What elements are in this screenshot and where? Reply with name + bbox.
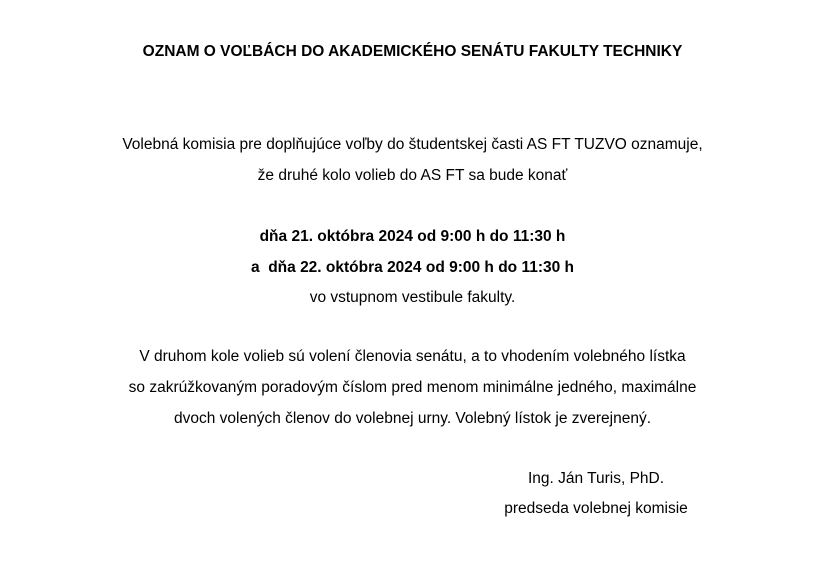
body-line-2: so zakrúžkovaným poradovým číslom pred menom minimálne jedného, maximálne (128, 379, 697, 396)
intro-line-1: Volebná komisia pre doplňujúce voľby do študentskej časti AS FT TUZVO oznamuje, (122, 136, 703, 153)
signature-role: predseda volebnej komisie (504, 500, 688, 517)
date-line-1: dňa 21. októbra 2024 od 9:00 h do 11:30 h (259, 228, 566, 245)
body-line-3: dvoch volených členov do volebnej urny. Volebný lístok je zverejnený. (173, 410, 652, 427)
signature-name: Ing. Ján Turis, PhD. (527, 470, 665, 487)
body-line-1: V druhom kole volieb sú volení členovia senátu, a to vhodením volebného lístka (139, 348, 686, 365)
location-line: vo vstupnom vestibule fakulty. (309, 289, 516, 306)
notice-title: OZNAM O VOĽBÁCH DO AKADEMICKÉHO SENÁTU FAKULTY TECHNIKY (142, 43, 683, 60)
intro-line-2: že druhé kolo volieb do AS FT sa bude konať (257, 167, 568, 184)
date-line-2: a dňa 22. októbra 2024 od 9:00 h do 11:30 h (250, 259, 575, 276)
